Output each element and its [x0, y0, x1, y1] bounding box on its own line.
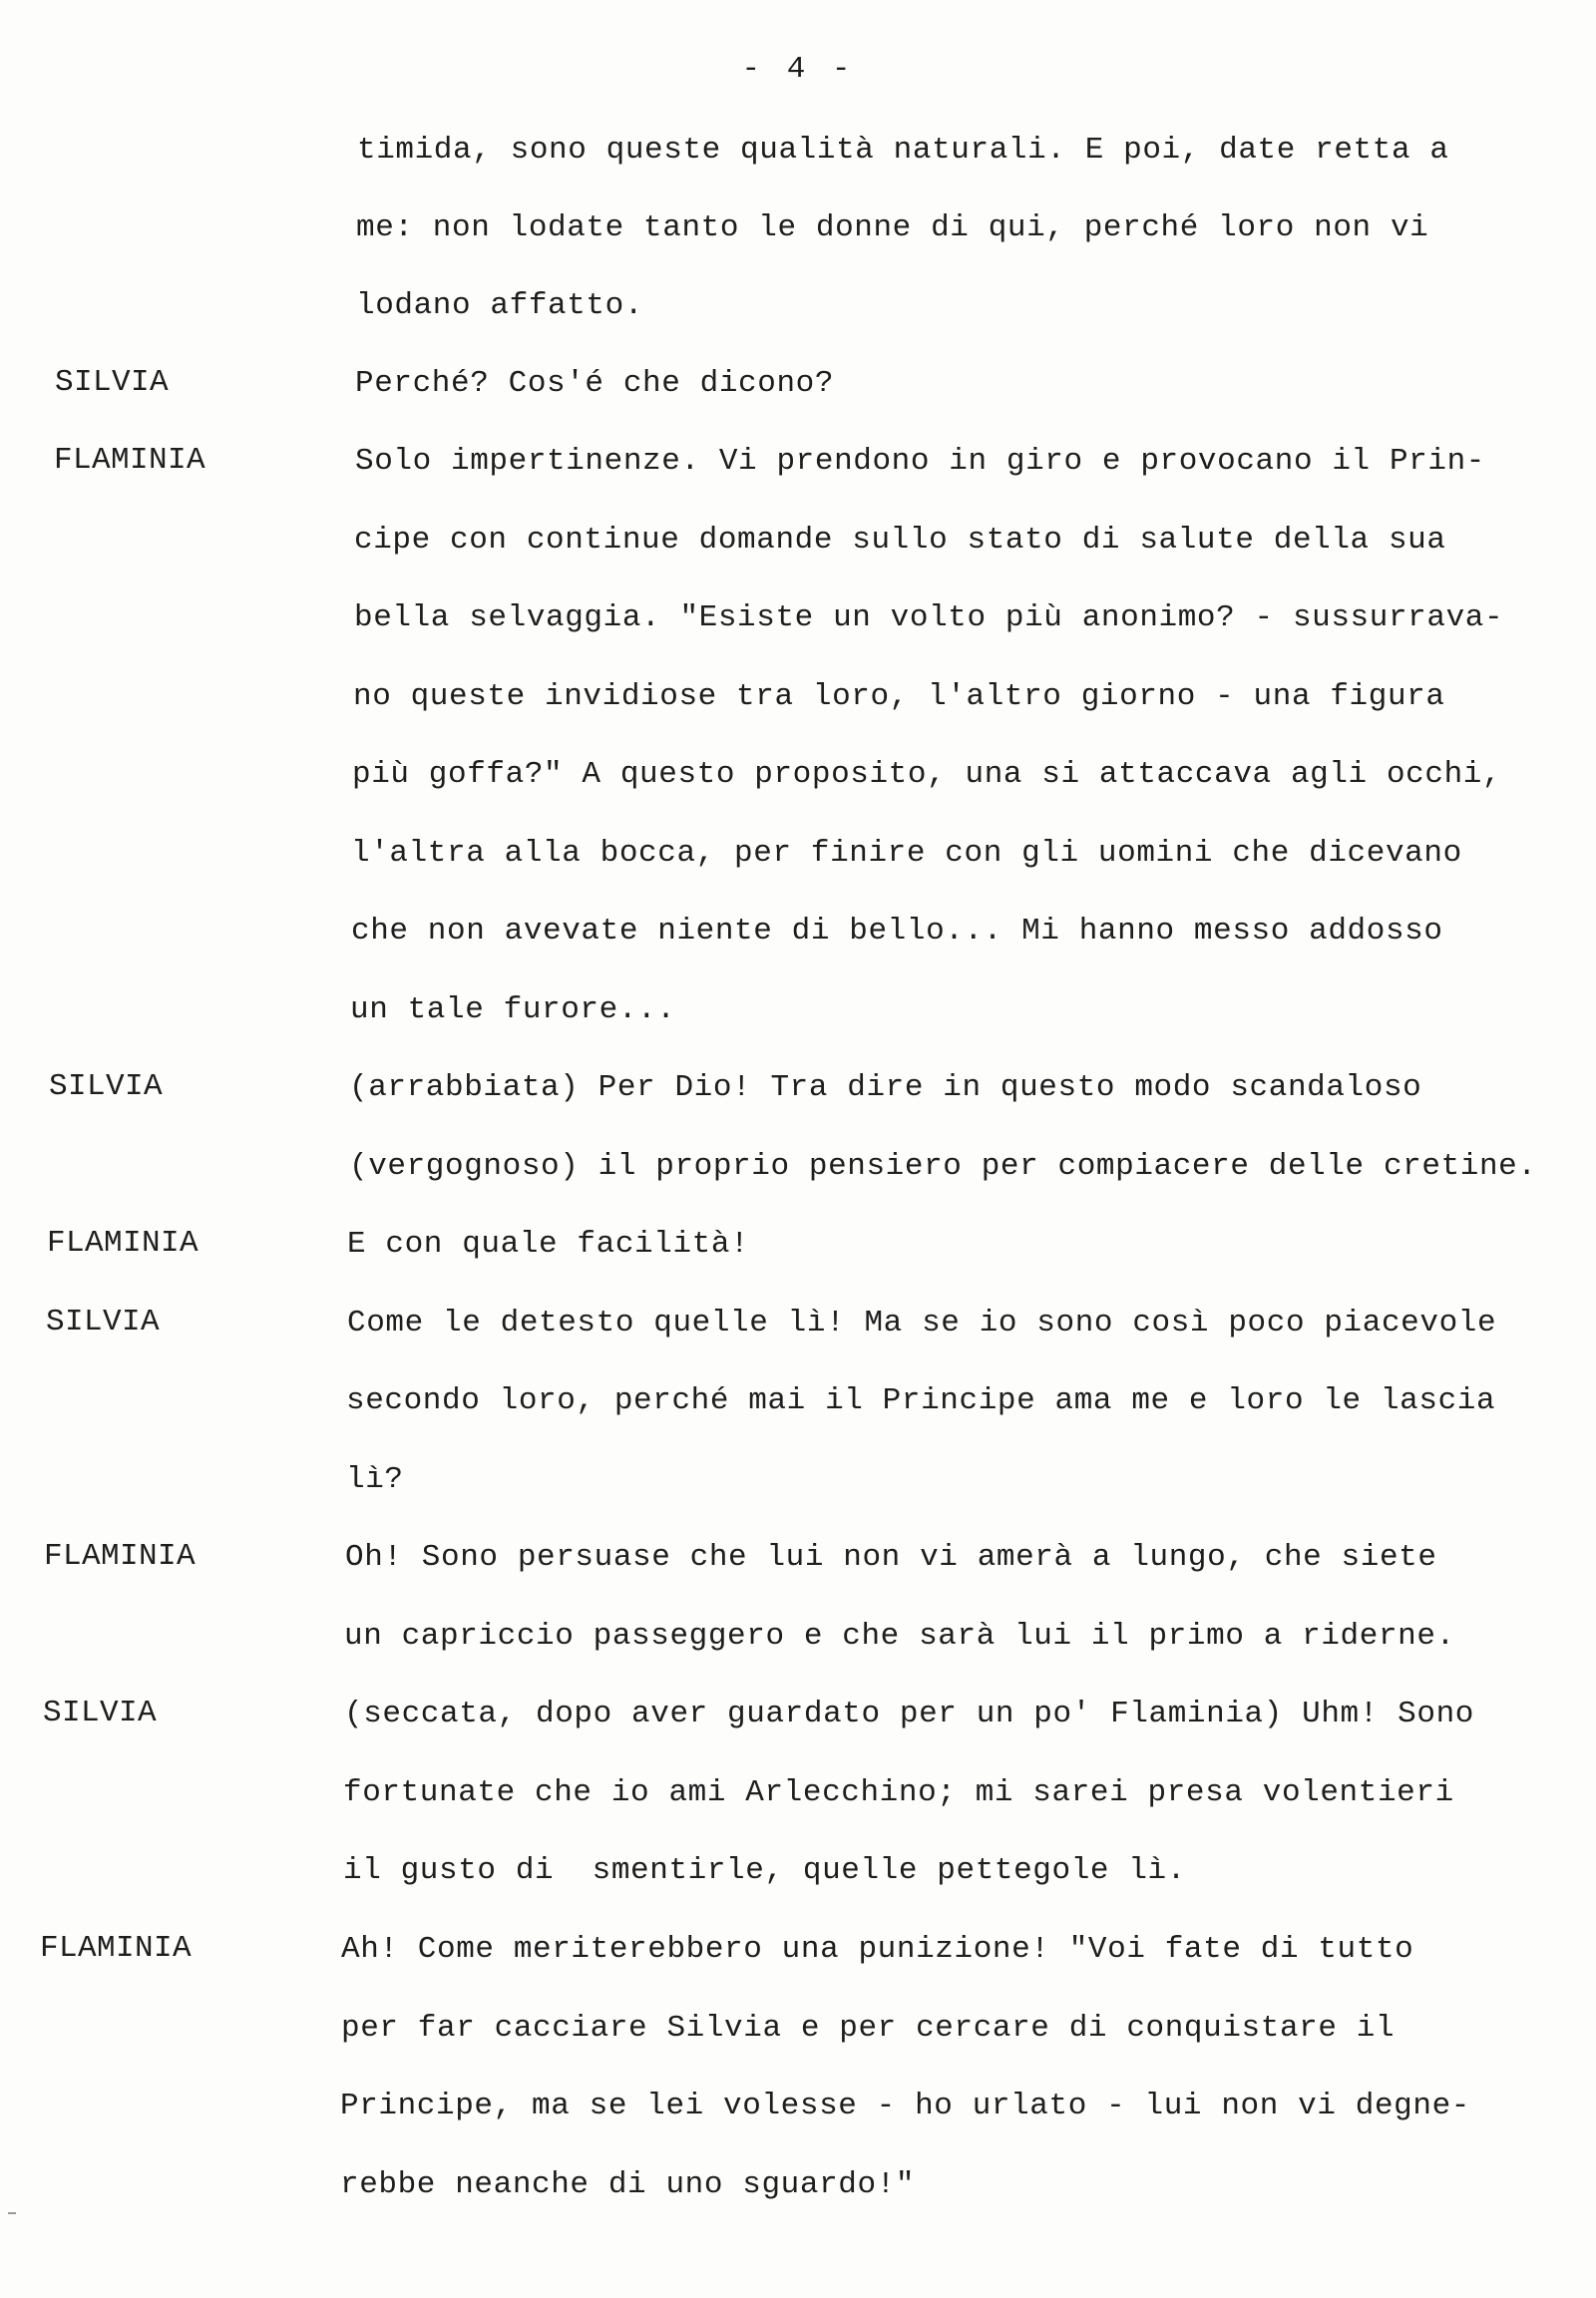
dialogue-line: cipe con continue domande sullo stato di salute della sua [354, 523, 1446, 558]
speaker-name: FLAMINIA [44, 1539, 197, 1574]
dialogue-line: l'altra alla bocca, per finire con gli uomini che dicevano [351, 836, 1462, 871]
dialogue-line: il gusto di smentirle, quelle pettegole lì. [343, 1853, 1186, 1888]
dialogue-line: rebbe neanche di uno sguardo!" [340, 2167, 916, 2202]
page-number: - 4 - [741, 52, 855, 87]
dialogue-line: per far cacciare Silvia e per cercare di conquistare il [341, 2011, 1396, 2046]
dialogue-line: lodano affatto. [356, 288, 644, 323]
dialogue-line: Solo impertinenze. Vi prendono in giro e provocano il Prin- [355, 444, 1485, 479]
dialogue-line: Perché? Cos'é che dicono? [355, 366, 835, 401]
dialogue-line: (vergognoso) il proprio pensiero per compiacere delle cretine. [349, 1149, 1537, 1184]
speaker-name: FLAMINIA [54, 443, 206, 478]
speaker-name: SILVIA [46, 1305, 161, 1340]
dialogue-line: che non avevate niente di bello... Mi hanno messo addosso [351, 914, 1443, 949]
dialogue-line: me: non lodate tanto le donne di qui, perché loro non vi [356, 210, 1429, 245]
speaker-name: SILVIA [43, 1696, 158, 1730]
dialogue-line: (seccata, dopo aver guardato per un po' Flaminia) Uhm! Sono [344, 1697, 1474, 1731]
dialogue-line: Ah! Come meriterebbero una punizione! "Voi fate di tutto [341, 1932, 1414, 1967]
dialogue-line: Principe, ma se lei volesse - ho urlato - lui non vi degne- [340, 2089, 1470, 2123]
dialogue-line: un capriccio passeggero e che sarà lui il primo a riderne. [344, 1619, 1455, 1654]
dialogue-line: E con quale facilità! [347, 1227, 750, 1262]
dialogue-line: lì? [346, 1462, 404, 1497]
dialogue-line: un tale furore... [350, 992, 676, 1027]
dialogue-line: bella selvaggia. "Esiste un volto più anonimo? - sussurrava- [354, 600, 1504, 635]
dialogue-line: Oh! Sono persuase che lui non vi amerà a lungo, che siete [345, 1540, 1437, 1575]
speaker-name: SILVIA [55, 365, 170, 400]
dialogue-line: più goffa?" A questo proposito, una si attaccava agli occhi, [352, 757, 1502, 792]
scan-mark [8, 2212, 16, 2214]
dialogue-line: fortunate che io ami Arlecchino; mi sarei presa volentieri [343, 1775, 1454, 1810]
speaker-name: FLAMINIA [47, 1226, 200, 1261]
speaker-name: FLAMINIA [40, 1931, 193, 1966]
dialogue-line: no queste invidiose tra loro, l'altro giorno - una figura [353, 679, 1445, 714]
dialogue-line: secondo loro, perché mai il Principe ama me e loro le lascia [346, 1383, 1496, 1418]
speaker-name: SILVIA [49, 1069, 164, 1104]
dialogue-line: Come le detesto quelle lì! Ma se io sono così poco piacevole [347, 1306, 1497, 1340]
dialogue-line: timida, sono queste qualità naturali. E poi, date retta a [357, 133, 1449, 168]
dialogue-line: (arrabbiata) Per Dio! Tra dire in questo modo scandaloso [349, 1070, 1422, 1105]
